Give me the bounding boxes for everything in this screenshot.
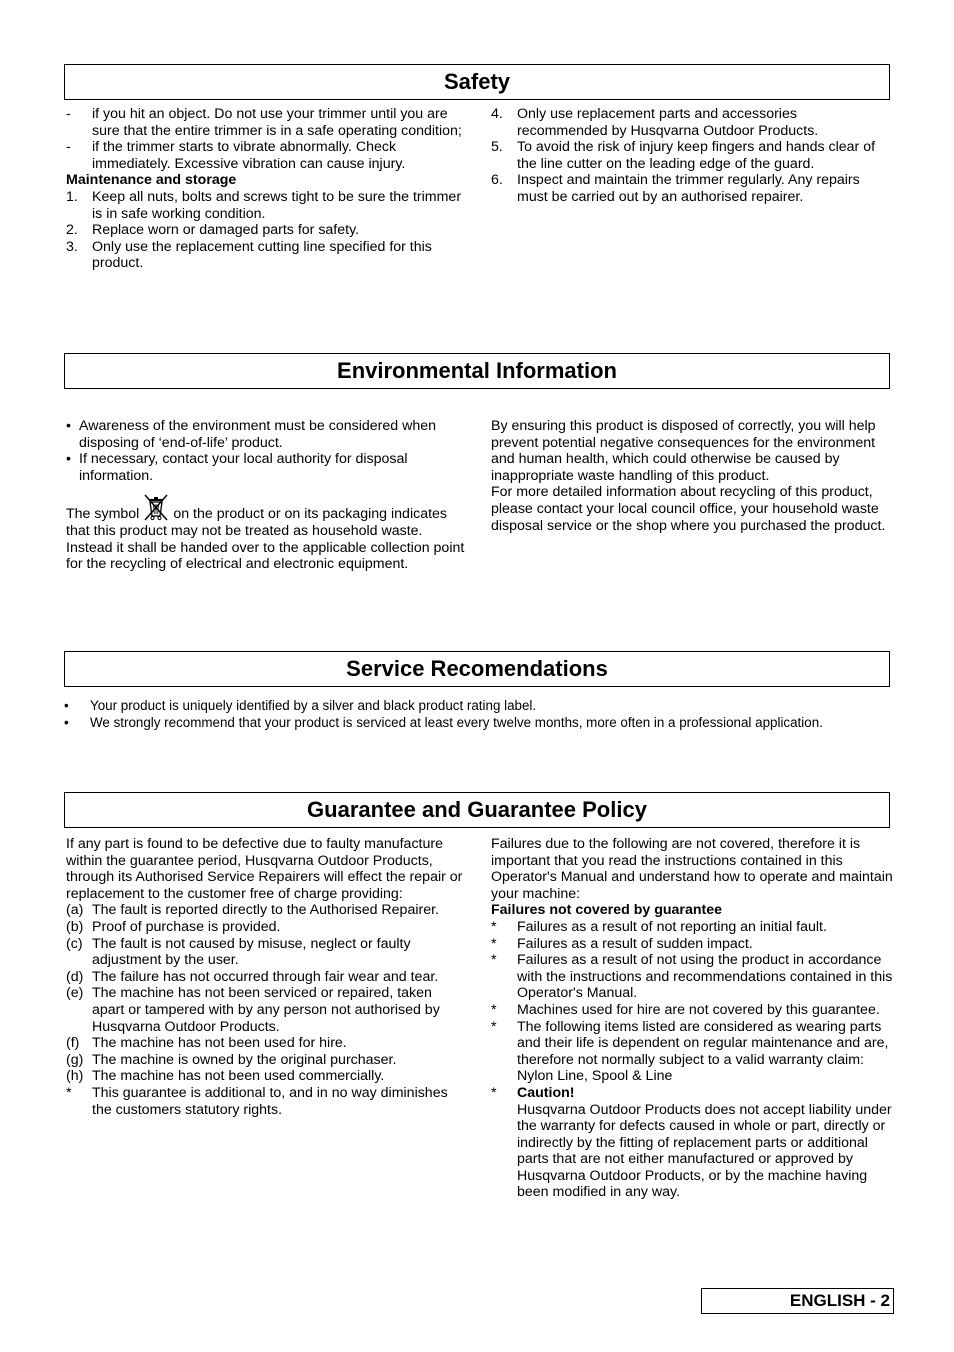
service-bullet-1: • Your product is uniquely identified by a silver and black product rating label. [64,698,537,713]
safety-left-column [66,106,466,272]
safety-item-6: 6. Inspect and maintain the trimmer regularly. Any repairs must be carried out by an authorised repairer. [491,172,860,205]
service-list [64,698,894,731]
not-covered-item-5: * The following items listed are considered as wearing parts and their life is dependent on regular maintenance and are, therefore not normally subject to a valid warranty claim: Nylon Line, Spool & Line [491,1018,889,1085]
guarantee-intro: If any part is found to be defective due to faulty manufacture within the guarantee period, Husqvarna Outdoor Products, through its Authorised Service Repairers will effect the repair or replacement to the customer free of charge providing: [66,836,463,902]
caution-item: * Caution! Husqvarna Outdoor Products does not accept liability under the warranty for defects caused in whole or part, directly or indirectly by the fitting of replacement parts or additional parts that are not either manufactured or approved by Husqvarna Outdoor Products, or by the machine having been modified in any way. [491,1084,892,1201]
safety-item-5: 5. To avoid the risk of injury keep fingers and hands clear of the line cutter on the leading edge of the guard. [491,139,876,172]
safety-heading: Safety [64,64,890,100]
environmental-left-column [66,418,466,573]
env-right-paragraph-2: For more detailed information about recycling of this product, please contact your local council office, your household waste disposal service or the shop where you purchased the product. [491,484,886,534]
not-covered-heading: Failures not covered by guarantee [491,902,723,919]
safety-item-4: 4. Only use replacement parts and accessories recommended by Husqvarna Outdoor Products. [491,106,819,139]
guarantee-condition-a: (a) The fault is reported directly to the Authorised Repairer. [66,902,439,919]
guarantee-statutory-note: * This guarantee is additional to, and in no way diminishes the customers statutory rights. [66,1084,448,1118]
service-bullet-2: • We strongly recommend that your product is serviced at least every twelve months, more often in a professional application. [64,714,823,730]
not-covered-item-2: * Failures as a result of sudden impact. [491,935,753,952]
not-covered-item-4: * Machines used for hire are not covered by this guarantee. [491,1001,880,1018]
guarantee-condition-h: (h) The machine has not been used commercially. [66,1068,385,1085]
safety-item-2: 2. Replace worn or damaged parts for safety. [66,222,360,239]
guarantee-condition-d: (d) The failure has not occurred through fair wear and tear. [66,968,439,985]
env-bullet-2: • If necessary, contact your local authority for disposal information. [66,451,408,484]
caution-heading: Caution! [517,1084,575,1101]
guarantee-condition-f: (f) The machine has not been used for hire. [66,1035,347,1052]
guarantee-right-column [491,836,893,1201]
environmental-heading: Environmental Information [64,353,890,389]
environmental-right-column [491,418,891,534]
weee-paragraph: The symbol on the product or on its packaging indicates that this product may not be treated as household waste. Instead it shall be handed over to the applicable collection point for the recycling of electrical and electronic equipment. [66,492,466,572]
safety-right-column [491,106,891,206]
guarantee-heading: Guarantee and Guarantee Policy [64,792,890,828]
guarantee-condition-g: (g) The machine is owned by the original purchaser. [66,1051,397,1068]
safety-dash-item-2: - if the trimmer starts to vibrate abnormally. Check immediately. Excessive vibration can cause injury. [66,139,406,172]
maintenance-heading: Maintenance and storage [66,172,237,189]
not-covered-item-1: * Failures as a result of not reporting an initial fault. [491,918,827,935]
page-footer: ENGLISH - 2 [701,1288,894,1314]
guarantee-left-column [66,836,466,1118]
guarantee-condition-b: (b) Proof of purchase is provided. [66,918,281,935]
env-bullet-1: • Awareness of the environment must be considered when disposing of ‘end-of-life’ product. [66,418,436,451]
service-heading: Service Recomendations [64,651,890,687]
safety-dash-item-1: - if you hit an object. Do not use your trimmer until you are sure that the entire trimmer is in a safe operating condition; [66,106,462,139]
safety-item-3: 3. Only use the replacement cutting line specified for this product. [66,238,432,272]
not-covered-item-3: * Failures as a result of not using the product in accordance with the instructions and recommendations contained in this Operator's Manual. [491,952,893,1002]
guarantee-right-intro: Failures due to the following are not covered, therefore it is important that you read the instructions contained in this Operator's Manual and understand how to operate and maintain your machine: [491,836,893,902]
safety-item-1: 1. Keep all nuts, bolts and screws tight to be sure the trimmer is in safe working condition. [66,188,462,222]
caution-text: Husqvarna Outdoor Products does not accept liability under the warranty for defects caused in whole or part, directly or indirectly by the fitting of replacement parts or additional parts that are not either manufactured or approved by Husqvarna Outdoor Products, or by the machine having been modified in any way. [517,1101,892,1201]
crossed-out-wheelie-bin-icon [142,492,170,522]
env-right-paragraph-1: By ensuring this product is disposed of correctly, you will help prevent potential negative consequences for the environment and human health, which could otherwise be caused by inappropriate waste handling of this product. [491,418,876,484]
guarantee-condition-c: (c) The fault is not caused by misuse, neglect or faulty adjustment by the user. [66,935,411,969]
guarantee-condition-e: (e) The machine has not been serviced or repaired, taken apart or tampered with by any person not authorised by Husqvarna Outdoor Products. [66,985,440,1035]
